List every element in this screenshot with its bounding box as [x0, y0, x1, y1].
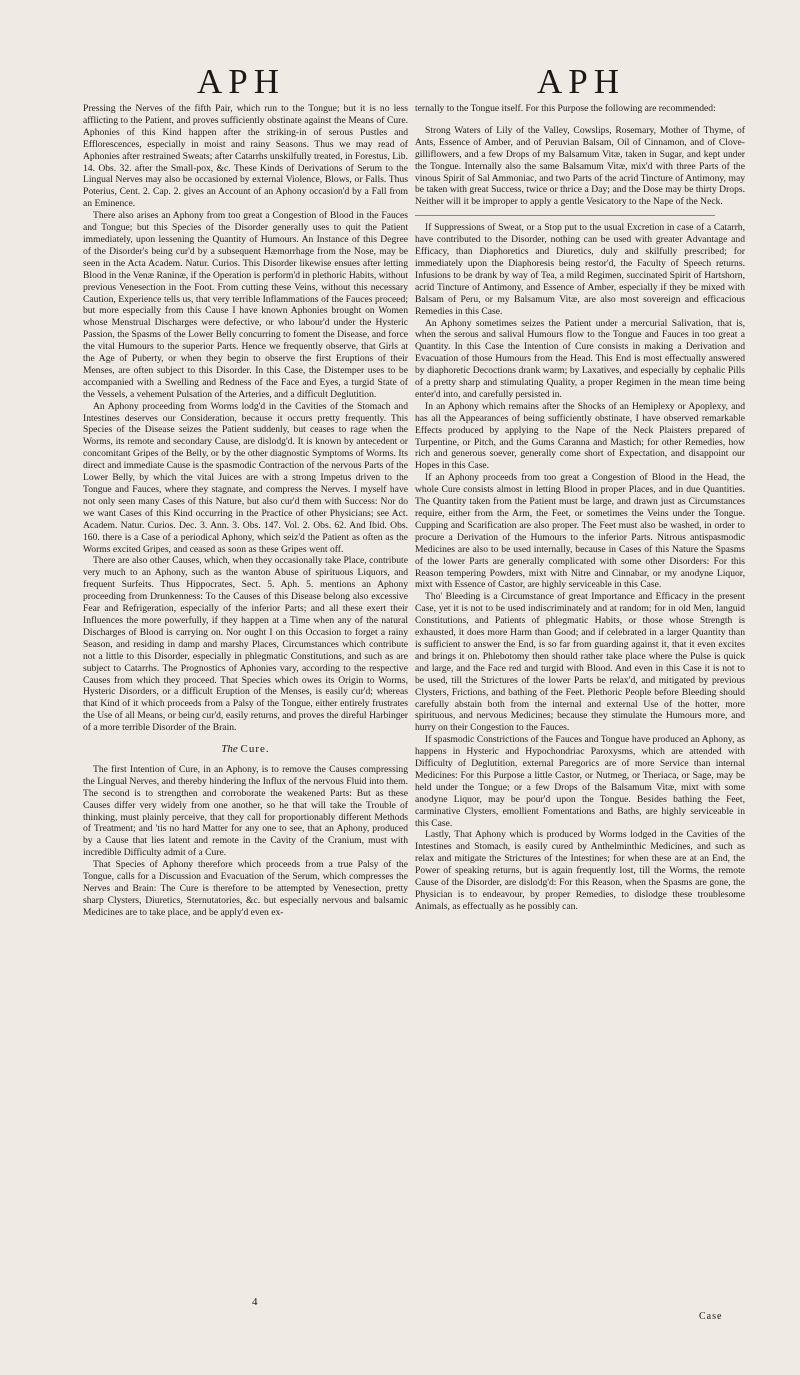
recipe-block: Strong Waters of Lily of the Valley, Cowslips, Rosemary, Mother of Thyme, of Ants, Essence of Amber, and of Peruvian Balsam, Oil of Cinnamon, and of Clove-gilliflowers, and a few Drops of my Balsamum Vitæ, taken in Sugar, and kept under the Tongue. Internally also the same Balsamum Vitæ, mix'd with three Parts of the vinous Spirit of Sal Ammoniac, and two Parts of the acrid Tincture of Antimony, may be taken with great Success, twice or thrice a Day; and the Dose may be thirty Drops. Neither will it be improper to apply a gentle Vesicatory to the Nape of the Neck. — [415, 124, 745, 208]
left-paragraph: An Aphony proceeding from Worms lodg'd in the Cavities of the Stomach and Intestines deserves our Consideration, because it occurs pretty frequently. This Species of the Disease seizes the Patient suddenly, but ceases to rage when the Worms, its remote and secondary Cause, are dislodg'd. It is known by antecedent or concomitant Gripes of the Belly, or by the other diagnostic Symptoms of Worms. Its direct and immediate Cause is the spasmodic Contraction of the nervous Parts of the Lower Belly, by which the vital Juices are with a strong Impetus driven to the Tongue and Fauces, where they stagnate, and compress the Nerves. I myself have not only seen many Cases of this Nature, but also cur'd them with Success: Nor do we want Cases of this Kind occurring in the Practice of other Physicians; see Act. Academ. Natur. Curios. Dec. 3. Ann. 3. Obs. 147. Vol. 2. Obs. 62. And Ibid. Obs. 160. there is a Case of a periodical Aphony, which seiz'd the Patient as often as the Worms excited Gripes, and ceased as soon as these Gripes went off. — [83, 400, 408, 555]
header-right: APH — [537, 62, 626, 101]
right-column — [415, 103, 745, 913]
right-paragraph: An Aphony sometimes seizes the Patient under a mercurial Salivation, that is, when the serous and salival Humours flow to the Tongue and Fauces in too great a Quantity. In this Case the Intention of Cure consists in making a Derivation and Evacuation of those Humours from the Head. This End is most effectually answered by diaphoretic Decoctions drank warm; by Laxatives, and especially by cephalic Pills of a pretty sharp and stimulating Quality, a proper Regimen in the mean time being enter'd into, and carefully persisted in. — [415, 317, 745, 400]
right-paragraph: If Suppressions of Sweat, or a Stop put to the usual Excretion in case of a Catarrh, have contributed to the Disorder, nothing can be used with greater Advantage and Efficacy, than Diaphoretics and Diuretics, duly and skilfully prescribed; for immediately upon the Diaphoresis being restor'd, the Faculty of Speech returns. Infusions to be drank by way of Tea, a mild Regimen, succinated Spirit of Hartshorn, acrid Tincture of Antimony, and Essence of Amber, especially if they be mixed with Balsam of Peru, or my Balsamum Vitæ, are also most sovereign and efficacious Remedies in this Case. — [415, 222, 745, 317]
right-opening: ternally to the Tongue itself. For this Purpose the following are recommended: — [415, 103, 716, 114]
section-heading-cure — [83, 744, 408, 756]
section-heading-the: The — [221, 743, 238, 756]
cure-paragraph: The first Intention of Cure, in an Aphony, is to remove the Causes compressing the Lingual Nerves, and thereby hindering the Influx of the nervous Fluid into them. The second is to strengthen and corroborate the weakened Parts: But as these Causes differ very widely from one another, so he that will take the Trouble of thinking, must plainly perceive, that they call for proportionably different Methods of Treatment; and 'tis no hard Matter for any one to see, that an Aphony, produced by a Cause that lies latent and remote in the Cavity of the Cranium, must with incredible Difficulty admit of a Cure. — [83, 763, 408, 859]
header-left: APH — [197, 62, 286, 101]
left-paragraph: There also arises an Aphony from too great a Congestion of Blood in the Fauces and Tongue; but this Species of the Disorder generally uses to quit the Patient immediately, upon lessening the Quantity of Humours. An Instance of this Degree of the Disorder's being cur'd by a subsequent Hæmorrhage from the Nose, may be seen in the Acta Academ. Natur. Curios. This Disorder likewise ensues after letting Blood in the Venæ Raninæ, if the Operation is perform'd in plethoric Habits, without previous Venesection in the Foot. From cutting these Veins, without this necessary Caution, Experience tells us, that very terrible Inflammations of the Fauces proceed; but more especially from this Cause I have known Aphonies brought on Women whose Menstrual Discharges were defective, or who labour'd under the Hysteric Passion, the Spasms of the Lower Belly concurring to foment the Disease, and force the vital Humours to the superior Parts. Hence we frequently observe, that Girls at the Age of Puberty, or when they begin to observe the first Eruptions of their Menses, are often subject to this Disorder. In this Case, the Distemper uses to be accompanied with a Swelling and Redness of the Face and Eyes, a turgid State of the Vessels, a vehement Pulsation of the Arteries, and a difficult Deglutition. — [83, 210, 408, 400]
right-paragraph: If an Aphony proceeds from too great a Congestion of Blood in the Head, the whole Cure consists almost in letting Blood in proper Places, and in due Quantities. The Quantity taken from the Patient must be large, and drawn just as Circumstances require, either from the Arm, the Feet, or sometimes the Veins under the Tongue. Cupping and Scarification are also proper. The Feet must also be washed, in order to procure a Derivation of the Humours to the inferior Parts. Nitrous antispasmodic Medicines are also to be used internally, because in Cases of this Nature the Spasms of the lower Parts are generally complicated with some other Disorders: For this Reason tempering Powders, mixt with Nitre and Cinnabar, or my anodyne Liquor, mixt with Essence of Castor, are highly serviceable in this Case. — [415, 472, 745, 591]
page-number: 4 — [252, 1296, 258, 1308]
right-paragraph: Lastly, That Aphony which is produced by Worms lodged in the Cavities of the Intestines and Stomach, is easily cured by Anthelminthic Medicines, and such as relax and mitigate the Strictures of the Intestines; for when these are at an End, the Power of speaking returns, but is again frequently lost, till the Worms, the remote Cause of the Disorder, are dislodg'd: For this Reason, when the Spasms are gone, the Physician is to endeavour, by proper Remedies, to dislodge these troublesome Animals, as effectually as he possibly can. — [415, 829, 745, 912]
catchword: Case — [699, 1311, 723, 1322]
left-paragraph: There are also other Causes, which, when they occasionally take Place, contribute very much to an Aphony, such as the wanton Abuse of spirituous Liquors, and frequent Surfeits. Thus Hippocrates, Sect. 5. Aph. 5. mentions an Aphony proceeding from Drunkenness: To the Causes of this Disease belong also excessive Fear and Refrigeration, especially of the inferior Parts; and all these exert their Influences the more powerfully, if they happen at a Time when any of the natural Discharges of Blood is carrying on. Nor ought I on this Occasion to forget a rainy Season, and residing in damp and marshy Places, Circumstances which contribute not a little to this Disorder, especially in phlegmatic Constitutions, and such as are subject to Catarrhs. The Prognostics of Aphonies vary, according to the respective Causes from which they proceed. That Species which owes its Origin to Worms, Hysteric Disorders, or a difficult Eruption of the Menses, is easily cur'd; whereas that Kind of it which proceeds from a Palsy of the Tongue, either entirely frustrates the Use of all Means, or being cur'd, easily returns, and proves the direful Harbinger of a more terrible Disorder of the Brain. — [83, 555, 408, 734]
left-column — [83, 103, 408, 919]
right-paragraph: If spasmodic Constrictions of the Fauces and Tongue have produced an Aphony, as happens in Hysteric and Hypochondriac Paroxysms, which are attended with Difficulty of Deglutition, external Paregorics are of more Service than internal Medicines: For this Purpose a little Castor, or Nutmeg, or Theriaca, or Sage, may be held under the Tongue; or a few Drops of the Balsamum Vitæ, mixt with some anodyne Liquor, may be pour'd upon the Tongue. Besides bathing the Feet, carminative Clysters, emollient Fomentations and Baths, are highly serviceable in this Case. — [415, 734, 745, 829]
right-paragraph: Tho' Bleeding is a Circumstance of great Importance and Efficacy in the present Case, yet it is not to be used indiscriminately and at random; for in old Men, languid Constitutions, and Patients of phlegmatic Habits, or those whose Strength is exhausted, it does more Harm than Good; and if celebrated in a larger Quantity than is sufficient to answer the End, is so far from guarding against it, that it even excites and brings it on. Phlebotomy then should rather take place where the Pulse is quick and large, and the Face red and turgid with Blood. And even in this Case it is not to be used, till the Strictures of the lower Parts be relax'd, and mitigated by previous Clysters, Frictions, and bathing of the Feet. Plethoric People before Bleeding should carefully abstain both from the internal and external Use of the hotter, more spirituous, and nervous Medicines; because they stimulate the Humours more, and hurry on their Congestion to the Fauces. — [415, 591, 745, 734]
section-heading-word: Cure. — [240, 743, 270, 756]
cure-paragraph: That Species of Aphony therefore which proceeds from a true Palsy of the Tongue, calls for a Discussion and Evacuation of the Serum, which compresses the Nerves and Brain: The Cure is therefore to be attempted by Venesection, pretty sharp Clysters, Diuretics, Sternutatories, &c. but especially nervous and balsamic Medicines are to take place, and be apply'd even ex- — [83, 859, 408, 918]
right-paragraph: In an Aphony which remains after the Shocks of an Hemiplexy or Apoplexy, and has all the Appearances of being sufficiently obstinate, I have observed remarkable Effects produced by applying to the Nape of the Neck Plaisters prepared of Turpentine, or Pitch, and the Gums Caranna and Mastich; for other Remedies, how rich and generous soever, generally come short of Expectation, and disappoint our Hopes in this Case. — [415, 400, 745, 472]
left-paragraph: Pressing the Nerves of the fifth Pair, which run to the Tongue; but it is no less afflicting to the Patient, and proves sufficiently obstinate against the Means of Cure. Aphonies of this Kind happen after the striking-in of serous Pustles and Efflorescences, especially in moist and rainy Seasons. Thus we may read of Aphonies after restrained Sweats; after Catarrhs unskilfully treated, in Forestus, Lib. 14. Obs. 32. after the Small-pox, &c. These Kinds of Derivations of Serum to the Lingual Nerves may also be occasioned by external Violence, Blows, or Falls. Thus Poterius, Cent. 2. Cap. 2. gives an Account of an Aphony occasion'd by a Fall from an Eminence. — [83, 103, 408, 210]
divider-rule — [415, 215, 715, 216]
